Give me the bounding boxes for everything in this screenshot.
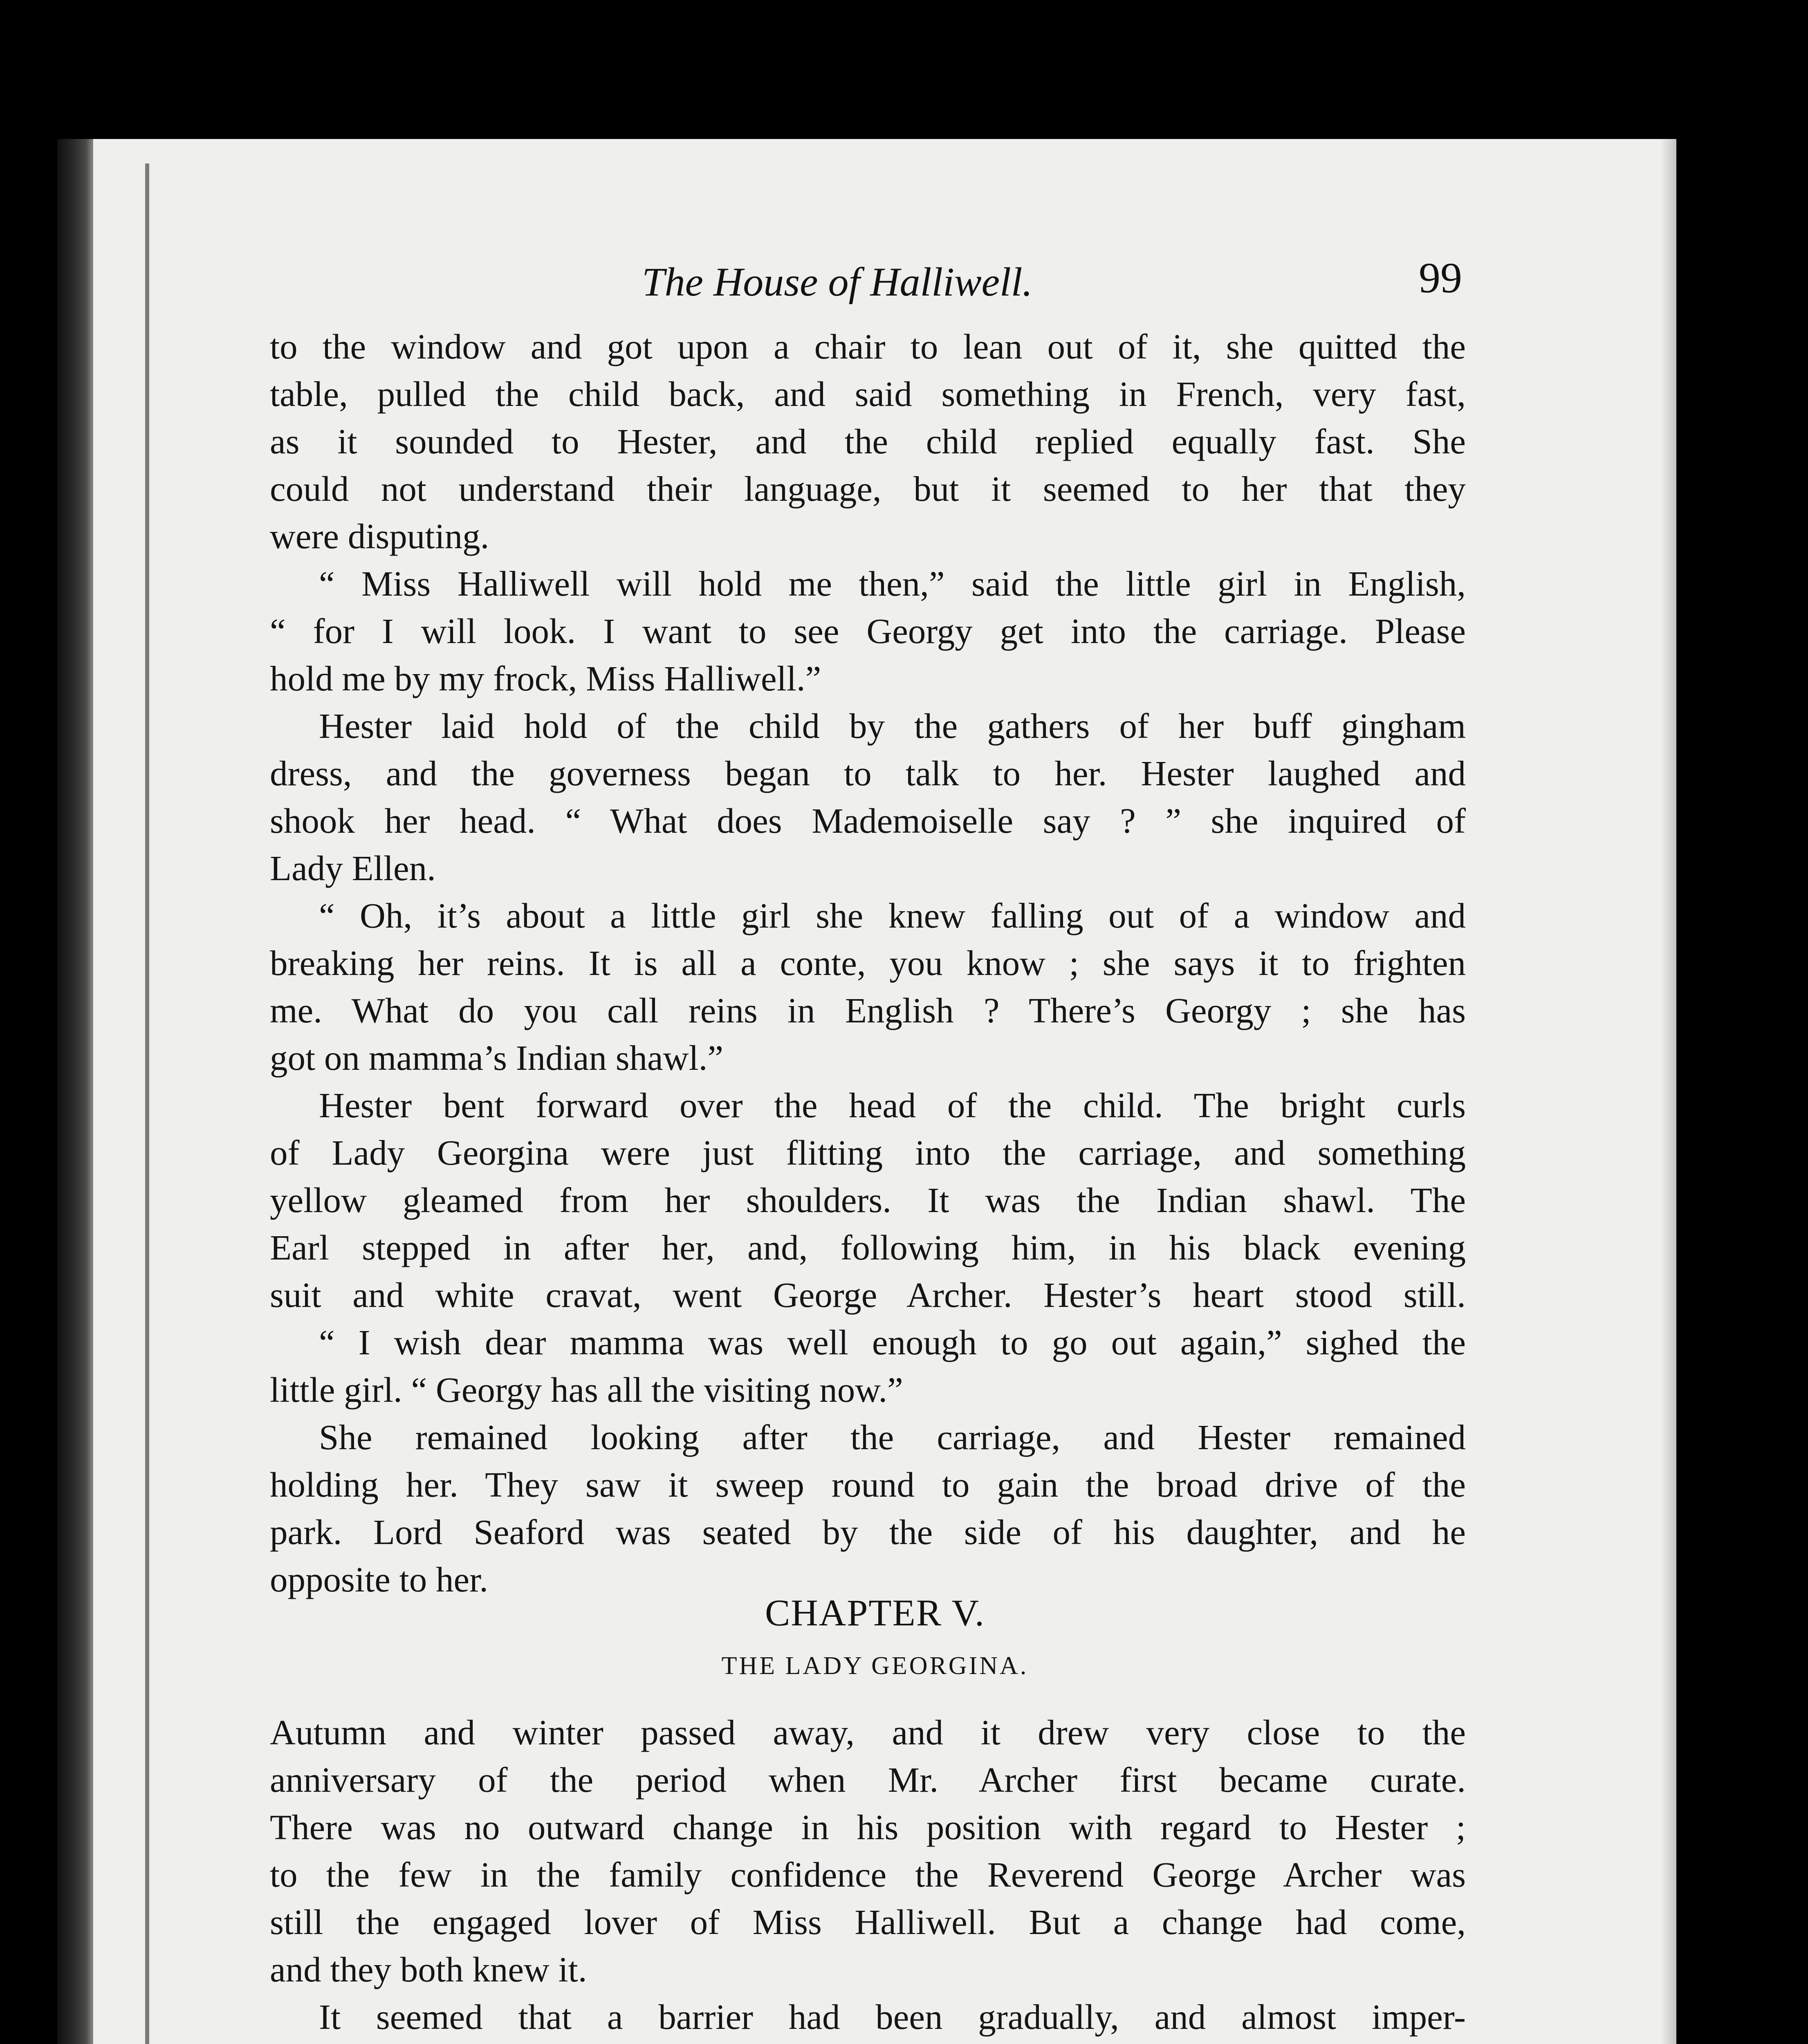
text-line: little girl. “ Georgy has all the visiting now.”: [270, 1370, 903, 1410]
page-edge-shadow: [145, 164, 149, 2044]
running-head-title: The House of Halliwell.: [642, 259, 1033, 305]
page-right-edge-shade: [1660, 139, 1676, 2044]
text-line: to the window and got upon a chair to lean out of it, she quitted the: [270, 327, 1466, 366]
chapter-subtitle: THE LADY GEORGINA.: [721, 1652, 1029, 1680]
book-binding-gutter: [57, 139, 93, 2044]
text-line: as it sounded to Hester, and the child replied equally fast. She: [270, 421, 1466, 461]
text-line: were disputing.: [270, 516, 489, 556]
text-line: Earl stepped in after her, and, following him, in his black evening: [270, 1228, 1466, 1267]
text-line: suit and white cravat, went George Archer. Hester’s heart stood still.: [270, 1275, 1466, 1315]
text-line: anniversary of the period when Mr. Archer first became curate.: [270, 1760, 1466, 1800]
text-line: hold me by my frock, Miss Halliwell.”: [270, 659, 821, 698]
text-line: of Lady Georgina were just flitting into the carriage, and something: [270, 1133, 1466, 1172]
text-line: holding her. They saw it sweep round to gain the broad drive of the: [270, 1465, 1466, 1504]
page-number: 99: [1419, 254, 1462, 302]
text-line: park. Lord Seaford was seated by the side of his daughter, and he: [270, 1512, 1466, 1552]
text-line: table, pulled the child back, and said something in French, very fast,: [270, 374, 1466, 414]
chapter-title: CHAPTER V.: [765, 1592, 985, 1634]
text-line: breaking her reins. It is all a conte, you know ; she says it to frighten: [270, 943, 1466, 983]
text-line: shook her head. “ What does Mademoiselle say ? ” she inquired of: [270, 801, 1466, 840]
text-line: dress, and the governess began to talk to her. Hester laughed and: [270, 753, 1466, 793]
text-line: Lady Ellen.: [270, 848, 436, 888]
text-line: got on mamma’s Indian shawl.”: [270, 1038, 724, 1078]
book-page: [57, 139, 1676, 2044]
text-line: Hester bent forward over the head of the child. The bright curls: [319, 1085, 1466, 1125]
text-line: opposite to her.: [270, 1560, 489, 1599]
text-line: yellow gleamed from her shoulders. It was the Indian shawl. The: [270, 1180, 1466, 1220]
text-line: It seemed that a barrier had been gradually, and almost imper-: [319, 1997, 1466, 2037]
text-line: me. What do you call reins in English ? There’s Georgy ; she has: [270, 991, 1466, 1030]
text-line: still the engaged lover of Miss Halliwell. But a change had come,: [270, 1902, 1466, 1942]
text-line: and they both knew it.: [270, 1950, 587, 1989]
text-line: to the few in the family confidence the Reverend George Archer was: [270, 1855, 1466, 1894]
text-line: [270, 2041, 1466, 2044]
text-line: Autumn and winter passed away, and it drew very close to the: [270, 1712, 1466, 1752]
text-line: She remained looking after the carriage, and Hester remained: [319, 1417, 1466, 1457]
text-line: “ Miss Halliwell will hold me then,” said the little girl in English,: [319, 564, 1466, 603]
text-line: There was no outward change in his position with regard to Hester ;: [270, 1807, 1466, 1847]
text-line: “ for I will look. I want to see Georgy get into the carriage. Please: [270, 611, 1466, 651]
text-line: Hester laid hold of the child by the gathers of her buff gingham: [319, 706, 1466, 746]
text-line: “ Oh, it’s about a little girl she knew falling out of a window and: [319, 896, 1466, 935]
text-line: “ I wish dear mamma was well enough to go out again,” sighed the: [319, 1322, 1466, 1362]
text-line: could not understand their language, but it seemed to her that they: [270, 469, 1466, 509]
